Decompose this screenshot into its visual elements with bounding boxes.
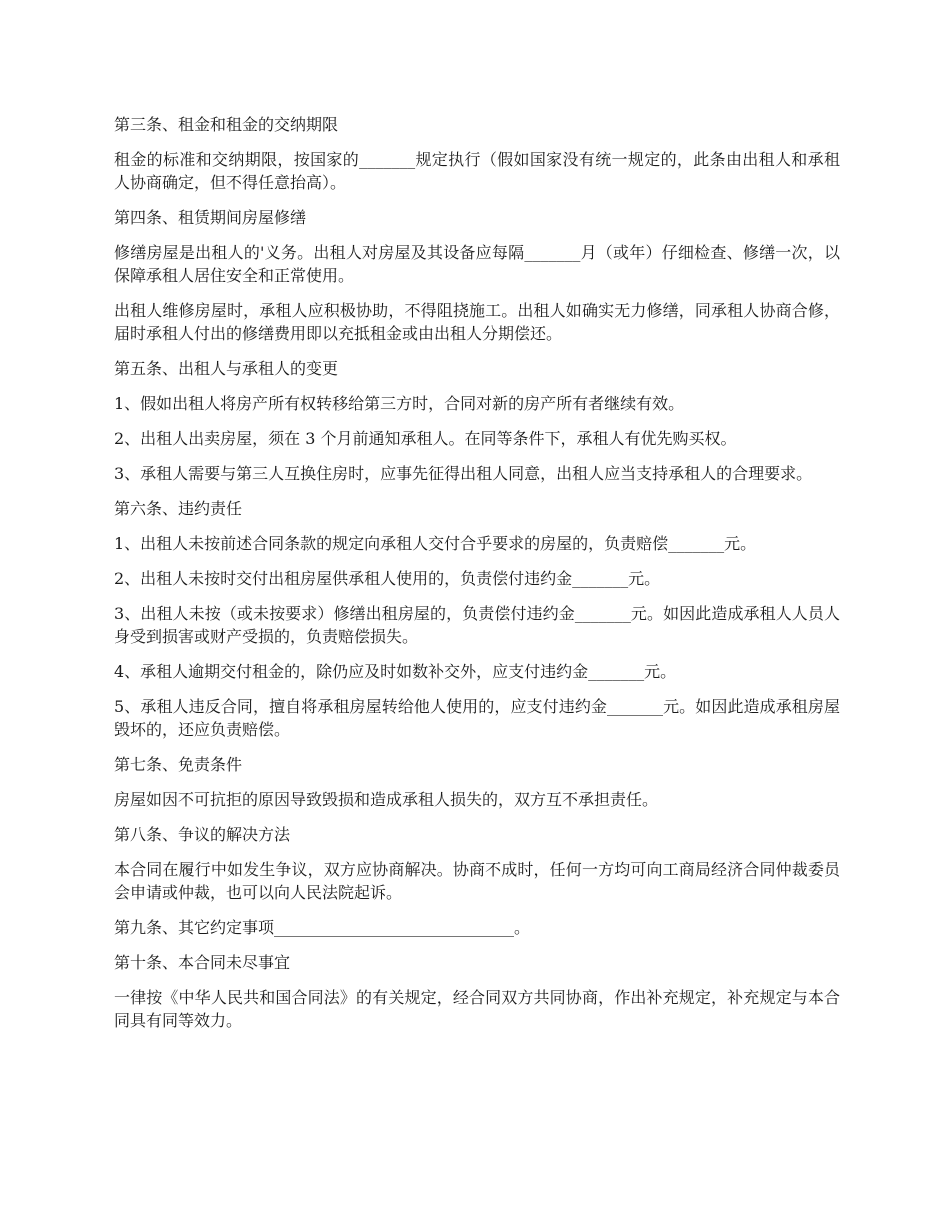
article-6-item-1: 1、出租人未按前述合同条款的规定向承租人交付合乎要求的房屋的，负责赔偿_______元。 xyxy=(114,534,757,553)
article-6-heading: 第六条、违约责任 xyxy=(114,499,243,518)
article-6-item-5: 5、承租人违反合同，擅自将承租房屋转给他人使用的，应支付违约金_______元。如因此造成承租房屋毁坏的，还应负责赔偿。 xyxy=(114,697,840,739)
article-6-item-4: 4、承租人逾期交付租金的，除仍应及时如数补交外，应支付违约金_______元。 xyxy=(114,662,677,681)
document-body xyxy=(114,113,840,1044)
article-3-body: 租金的标准和交纳期限，按国家的_______规定执行（假如国家没有统一规定的，此条由出租人和承租人协商确定，但不得任意抬高）。 xyxy=(114,150,840,192)
article-5-item-2: 2、出租人出卖房屋，须在 3 个月前通知承租人。在同等条件下，承租人有优先购买权。 xyxy=(114,429,737,448)
article-7-body: 房屋如因不可抗拒的原因导致毁损和造成承租人损失的，双方互不承担责任。 xyxy=(114,790,659,809)
article-10-body: 一律按《中华人民共和国合同法》的有关规定，经合同双方共同协商，作出补充规定，补充规定与本合同具有同等效力。 xyxy=(114,988,840,1030)
article-6-item-3: 3、出租人未按（或未按要求）修缮出租房屋的，负责偿付违约金_______元。如因此造成承租人人员人身受到损害或财产受损的，负责赔偿损失。 xyxy=(114,604,840,646)
article-6-item-2: 2、出租人未按时交付出租房屋供承租人使用的，负责偿付违约金_______元。 xyxy=(114,569,661,588)
article-9-body: 第九条、其它约定事项______________________________。 xyxy=(114,918,531,937)
article-7-heading: 第七条、免责条件 xyxy=(114,755,243,774)
article-4-body-1: 修缮房屋是出租人的'义务。出租人对房屋及其设备应每隔_______月（或年）仔细检查、修缮一次，以保障承租人居住安全和正常使用。 xyxy=(114,243,840,285)
article-3-heading: 第三条、租金和租金的交纳期限 xyxy=(114,115,339,134)
article-5-item-1: 1、假如出租人将房产所有权转移给第三方时，合同对新的房产所有者继续有效。 xyxy=(114,394,685,413)
article-5-heading: 第五条、出租人与承租人的变更 xyxy=(114,359,339,378)
article-8-heading: 第八条、争议的解决方法 xyxy=(114,825,291,844)
article-8-body: 本合同在履行中如发生争议，双方应协商解决。协商不成时，任何一方均可向工商局经济合同仲裁委员会申请或仲裁，也可以向人民法院起诉。 xyxy=(114,860,840,902)
article-10-heading: 第十条、本合同未尽事宜 xyxy=(114,953,291,972)
article-4-body-2: 出租人维修房屋时，承租人应积极协助，不得阻挠施工。出租人如确实无力修缮，同承租人协商合修，届时承租人付出的修缮费用即以充抵租金或由出租人分期偿还。 xyxy=(114,301,840,343)
article-5-item-3: 3、承租人需要与第三人互换住房时，应事先征得出租人同意，出租人应当支持承租人的合理要求。 xyxy=(114,464,813,483)
article-4-heading: 第四条、租赁期间房屋修缮 xyxy=(114,208,307,227)
